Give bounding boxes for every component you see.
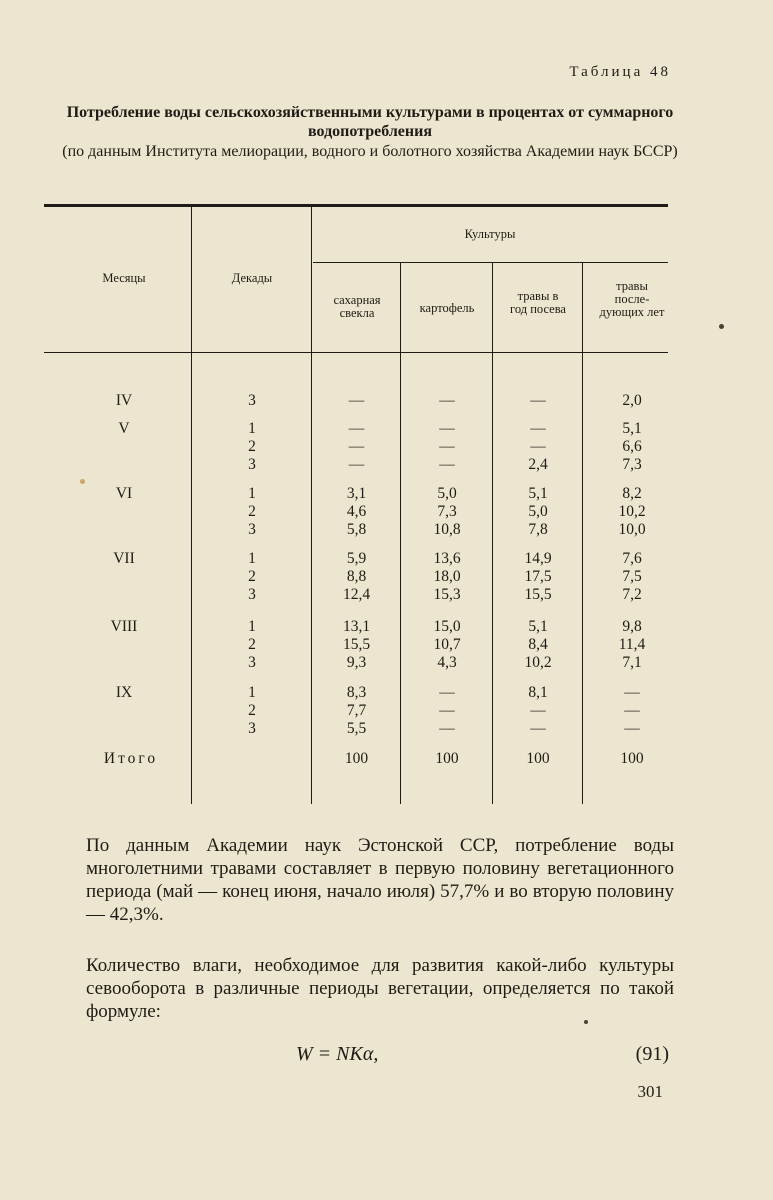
cell-grass-later-years: 2,0	[622, 392, 642, 409]
paragraph-1: По данным Академии наук Эстонской ССР, потребление воды многолетними травами составляет в первую половину вегетационного периода (май — конец июня, начало июля) 57,7% и во вторую половину — 42,3%.	[86, 835, 674, 925]
cell-sugar-beet: —	[348, 456, 365, 473]
cell-grass-sowing-year: —	[530, 420, 546, 437]
cell-grass-sowing-year: 7,8	[528, 521, 548, 538]
total-potato: 100	[435, 750, 459, 767]
total-grass-sowing-year: 100	[526, 750, 550, 767]
cell-month: VI	[115, 485, 133, 502]
formula: W = NKα,	[296, 1043, 379, 1065]
cell-grass-sowing-year: 5,1	[528, 618, 548, 635]
cell-month: IX	[115, 684, 133, 701]
cell-potato: 13,6	[433, 550, 461, 567]
cell-decade: 3	[248, 586, 256, 603]
cell-grass-sowing-year: —	[530, 702, 546, 719]
paragraph-2: Количество влаги, необходимое для развития какой-либо культуры севооборота в различные периоды вегетации, определяется по такой формуле:	[86, 955, 674, 1022]
cell-grass-sowing-year: 15,5	[524, 586, 552, 603]
cell-potato: —	[439, 684, 455, 701]
cell-grass-sowing-year: 2,4	[528, 456, 548, 473]
cell-potato: 4,3	[437, 654, 457, 671]
cell-sugar-beet: 8,3	[346, 684, 367, 701]
header-grass-sowing-year: травы в год посева	[510, 289, 566, 316]
cell-sugar-beet: 8,8	[346, 568, 367, 585]
formula-number: (91)	[635, 1043, 669, 1065]
cell-sugar-beet: —	[348, 392, 365, 409]
cell-potato: —	[439, 420, 455, 437]
cell-sugar-beet: 5,9	[346, 550, 367, 567]
cell-decade: 3	[248, 720, 256, 737]
cell-decade: 1	[248, 420, 256, 437]
column-divider-1	[191, 207, 192, 804]
cell-grass-later-years: 10,0	[618, 521, 646, 538]
cell-grass-later-years: 5,1	[622, 420, 642, 437]
column-divider-2	[311, 207, 312, 804]
cell-grass-later-years: 8,2	[622, 485, 642, 502]
page-number: 301	[637, 1082, 663, 1101]
header-grass-later-years: травы после-дующих лет	[599, 279, 665, 319]
cell-potato: —	[439, 720, 455, 737]
cell-grass-later-years: 7,2	[622, 586, 642, 603]
cell-grass-sowing-year: —	[530, 438, 546, 455]
cell-grass-later-years: 9,8	[622, 618, 642, 635]
header-bottom-rule	[44, 352, 668, 353]
cell-month: IV	[115, 392, 133, 409]
cell-sugar-beet: 3,1	[346, 485, 367, 502]
cell-decade: 3	[248, 456, 256, 473]
cell-decade: 1	[248, 684, 256, 701]
cell-grass-later-years: 11,4	[618, 636, 646, 653]
cell-sugar-beet: 4,6	[346, 503, 367, 520]
table-title: Потребление воды сельскохозяйственными культурами в процентах от суммарного водопотребления	[66, 104, 674, 140]
cell-grass-later-years: 7,3	[622, 456, 642, 473]
cell-grass-later-years: 7,1	[622, 654, 642, 671]
cell-decade: 1	[248, 550, 256, 567]
cell-grass-later-years: 10,2	[618, 503, 646, 520]
total-sugar-beet: 100	[344, 750, 369, 767]
cell-month: VII	[113, 550, 135, 567]
cell-potato: 18,0	[433, 568, 461, 585]
table-top-rule	[44, 204, 668, 207]
cell-grass-sowing-year: —	[530, 720, 546, 737]
cell-sugar-beet: 9,3	[346, 654, 367, 671]
cell-sugar-beet: 12,4	[342, 586, 371, 603]
cell-grass-later-years: —	[624, 720, 640, 737]
cell-decade: 3	[248, 521, 256, 538]
column-divider-5	[582, 262, 583, 804]
ink-speck	[719, 324, 724, 329]
cell-potato: 10,8	[433, 521, 461, 538]
cell-sugar-beet: —	[348, 420, 365, 437]
cell-grass-sowing-year: 14,9	[524, 550, 552, 567]
header-sugar-beet: сахарная свекла	[333, 293, 381, 320]
crops-subheader-rule	[313, 262, 668, 263]
cell-decade: 3	[248, 654, 256, 671]
total-grass-later-years: 100	[620, 750, 644, 767]
cell-grass-sowing-year: 8,4	[528, 636, 548, 653]
cell-potato: 15,3	[433, 586, 461, 603]
cell-decade: 1	[248, 485, 256, 502]
cell-decade: 2	[248, 702, 256, 719]
cell-potato: —	[439, 392, 455, 409]
cell-grass-sowing-year: 5,0	[528, 503, 548, 520]
header-potato: картофель	[419, 301, 475, 315]
column-divider-3	[400, 262, 401, 804]
cell-potato: 15,0	[433, 618, 461, 635]
table-label: Таблица 48	[569, 64, 671, 80]
cell-grass-later-years: —	[624, 684, 640, 701]
cell-potato: —	[439, 702, 455, 719]
cell-potato: 5,0	[437, 485, 457, 502]
cell-grass-sowing-year: 10,2	[524, 654, 552, 671]
cell-decade: 1	[248, 618, 256, 635]
cell-decade: 2	[248, 438, 256, 455]
ink-speck	[80, 479, 85, 484]
cell-decade: 2	[248, 503, 256, 520]
ink-speck	[584, 1020, 588, 1024]
header-crops: Культуры	[464, 227, 516, 241]
cell-decade: 2	[248, 568, 256, 585]
header-decades: Декады	[231, 271, 273, 285]
cell-sugar-beet: 15,5	[342, 636, 371, 653]
cell-grass-later-years: 7,5	[622, 568, 642, 585]
total-label: Итого	[103, 750, 159, 767]
cell-grass-sowing-year: 5,1	[528, 485, 548, 502]
cell-grass-sowing-year: —	[530, 392, 546, 409]
cell-decade: 2	[248, 636, 256, 653]
cell-grass-later-years: —	[624, 702, 640, 719]
cell-sugar-beet: 7,7	[346, 702, 367, 719]
table-subtitle: (по данным Института мелиорации, водного и болотного хозяйства Академии наук БССР)	[62, 143, 678, 160]
cell-potato: 10,7	[433, 636, 461, 653]
cell-decade: 3	[248, 392, 256, 409]
cell-potato: —	[439, 438, 455, 455]
cell-grass-later-years: 7,6	[622, 550, 642, 567]
cell-sugar-beet: 5,8	[346, 521, 367, 538]
cell-grass-later-years: 6,6	[622, 438, 642, 455]
cell-potato: 7,3	[437, 503, 457, 520]
cell-month: V	[118, 420, 130, 437]
cell-sugar-beet: 13,1	[342, 618, 371, 635]
header-months: Месяцы	[102, 271, 146, 285]
cell-sugar-beet: —	[348, 438, 365, 455]
cell-potato: —	[439, 456, 455, 473]
cell-grass-sowing-year: 8,1	[528, 684, 548, 701]
column-divider-4	[492, 262, 493, 804]
cell-sugar-beet: 5,5	[346, 720, 367, 737]
cell-grass-sowing-year: 17,5	[524, 568, 552, 585]
cell-month: VIII	[110, 618, 138, 635]
